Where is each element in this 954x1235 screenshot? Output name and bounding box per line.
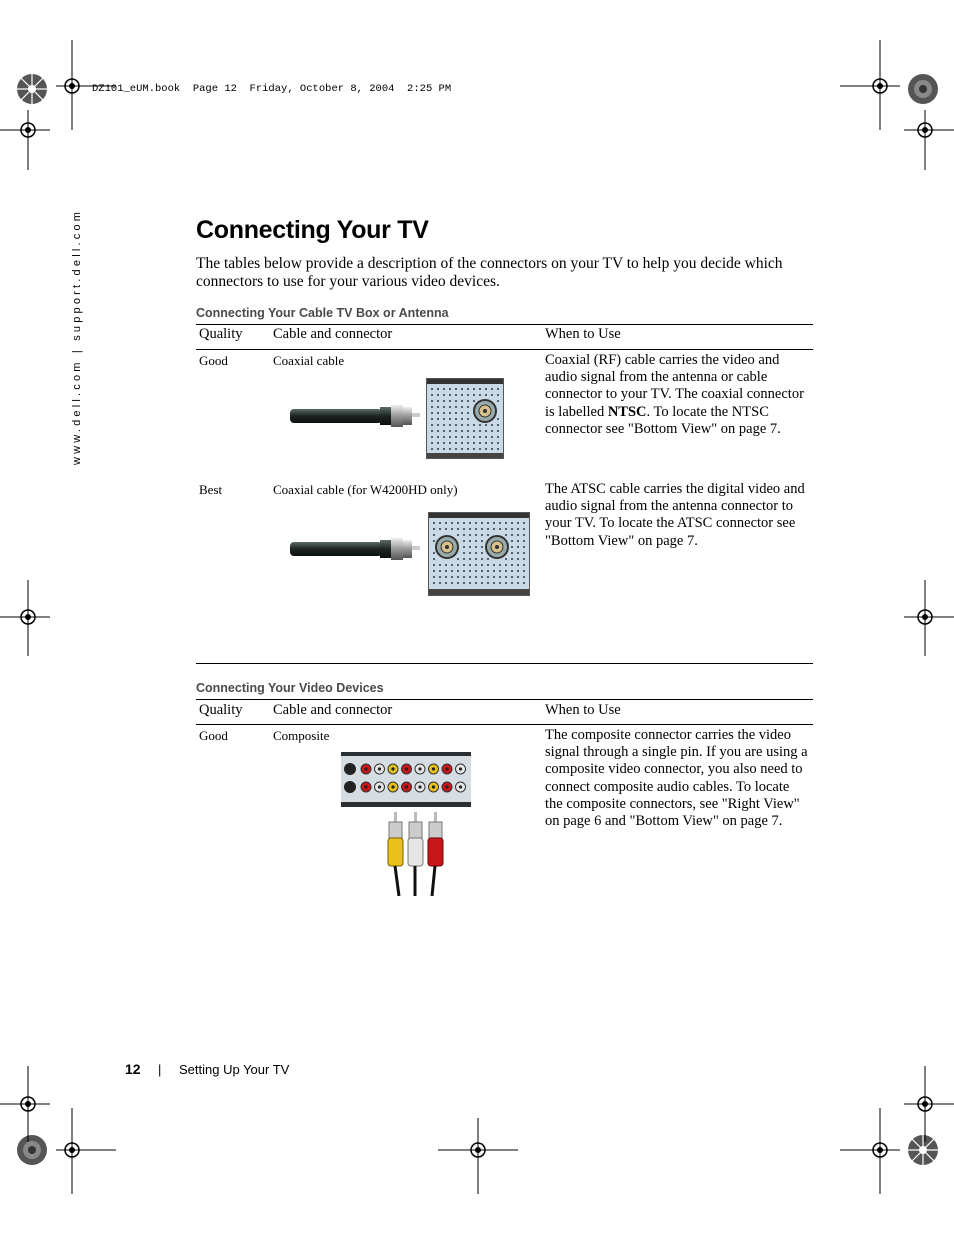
- table1-row1-cable: Coaxial cable: [273, 353, 345, 368]
- table1-row2-when: The ATSC cable carries the digital video and audio signal from the antenna connector to your TV. To locate the ATSC connector see "Bottom View" on page 7.: [545, 481, 805, 549]
- composite-connector-panel-image: [341, 752, 471, 807]
- table2-row1-when: The composite connector carries the video signal through a single pin. If you are using a composite video connector, you also need to connect composite audio cables. To locate the composite connectors, see "Right View" on page 6 and "Bottom View" on page 7.: [545, 727, 808, 830]
- footer-separator: |: [158, 1062, 162, 1077]
- table1-row2-cable: Coaxial cable (for W4200HD only): [273, 482, 458, 497]
- crosshair-mark-top-right: [840, 40, 900, 130]
- table2-header-quality: Quality: [199, 702, 243, 718]
- table1-header-when: When to Use: [545, 326, 621, 342]
- table2-top-rule: [196, 699, 813, 700]
- table1-caption: Connecting Your Cable TV Box or Antenna: [196, 306, 449, 320]
- sidebar-url: www.dell.com | support.dell.com: [71, 208, 83, 465]
- table2-row1-cable: Composite: [273, 728, 330, 743]
- crosshair-mark-bottom-left: [56, 1108, 116, 1194]
- coaxial-cable-image-w4200hd: [288, 530, 423, 570]
- atsc-connector-panel-image: [428, 512, 530, 596]
- registration-mark-top-left: [15, 72, 49, 106]
- crosshair-mark-left-upper: [0, 110, 60, 170]
- table1-header-rule: [196, 349, 813, 350]
- crosshair-mark-right-middle: [900, 580, 954, 656]
- coaxial-cable-image: [288, 395, 423, 435]
- table1-top-rule: [196, 324, 813, 325]
- crosshair-mark-left-middle: [0, 580, 60, 656]
- when-text-pre: Coaxial (RF) cable carries the video and audio signal from the antenna or cable connector to your TV. The coaxial connector is labelled: [545, 352, 804, 420]
- table1-header-cable: Cable and connector: [273, 326, 393, 342]
- table2-caption: Connecting Your Video Devices: [196, 681, 384, 695]
- table1-header-quality: Quality: [199, 326, 243, 342]
- crosshair-mark-left-lower: [0, 1066, 60, 1142]
- print-header: DZ101_eUM.book Page 12 Friday, October 8, 2004 2:25 PM: [92, 83, 452, 95]
- page-title: Connecting Your TV: [196, 216, 429, 244]
- crosshair-mark-right-upper: [900, 110, 954, 170]
- footer-section: Setting Up Your TV: [179, 1062, 290, 1077]
- ntsc-label: NTSC: [607, 403, 647, 420]
- table2-header-cable: Cable and connector: [273, 702, 393, 718]
- table1-row1-when: [545, 352, 810, 438]
- table2-row1-quality: Good: [199, 728, 228, 743]
- table1-row1-quality: Good: [199, 353, 228, 368]
- when-text-post: . To locate the NTSC connector see "Bottom View" on page 7.: [545, 403, 781, 437]
- table1-bottom-rule: [196, 663, 813, 664]
- table1-row2-quality: Best: [199, 482, 223, 497]
- composite-rca-cables-image: [376, 812, 448, 896]
- page-number: 12: [125, 1061, 141, 1077]
- table2-header-rule: [196, 724, 813, 725]
- registration-mark-top-right: [906, 72, 940, 106]
- crosshair-mark-right-lower: [900, 1066, 954, 1142]
- intro-paragraph: The tables below provide a description of the connectors on your TV to help you decide which connectors to use for your various video devices.: [196, 255, 783, 290]
- table2-header-when: When to Use: [545, 702, 621, 718]
- crosshair-mark-bottom-right: [840, 1108, 900, 1194]
- ntsc-connector-panel-image: [426, 378, 504, 459]
- crosshair-mark-bottom-center: [438, 1118, 518, 1194]
